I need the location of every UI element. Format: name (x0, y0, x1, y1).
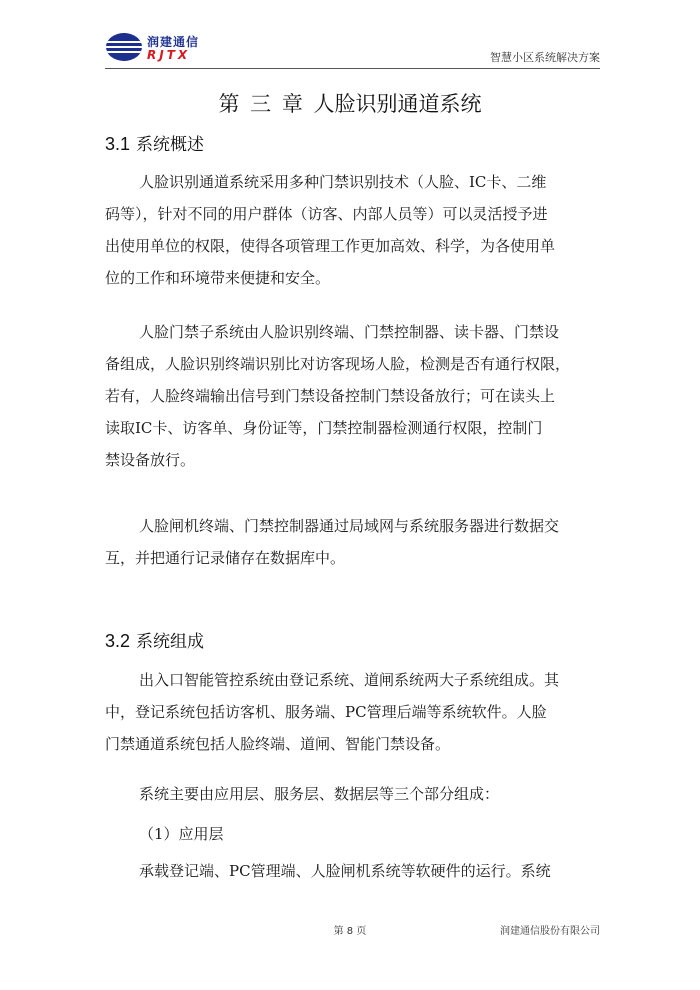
section-heading-3-1 (105, 130, 204, 155)
section-number: 3.1 (105, 134, 131, 154)
list-item-application-layer: （1）应用层 (139, 825, 224, 843)
text-line: 承载登记端、PC管理端、人脸闸机系统等软硬件的运行。系统 (139, 862, 551, 880)
text-line: 出使用单位的权限，使得各项管理工作更加高效、科学，为各使用单 (105, 237, 556, 255)
text-line: 禁设备放行。 (105, 451, 196, 469)
text-line: 人脸识别通道系统采用多种门禁识别技术（人脸、IC卡、二维 (139, 173, 547, 191)
text-line: 系统主要由应用层、服务层、数据层等三个部分组成： (139, 785, 500, 803)
section-title: 系统概述 (136, 135, 205, 155)
paragraph-overview-1 (105, 166, 602, 294)
page-header (105, 24, 600, 68)
text-line: 码等），针对不同的用户群体（访客、内部人员等）可以灵活授予进 (105, 205, 548, 223)
text-line: 读取IC卡、访客单、身份证等，门禁控制器检测通行权限，控制门 (105, 419, 543, 437)
text-line: 人脸闸机终端、门禁控制器通过局域网与系统服务器进行数据交 (139, 517, 560, 535)
logo-english-name: RJTX (147, 48, 191, 62)
text-line: 位的工作和环境带来便捷和安全。 (105, 269, 331, 287)
paragraph-composition-1 (105, 664, 602, 760)
header-divider (105, 68, 600, 69)
chapter-title: 第 三 章 人脸识别通道系统 (218, 92, 482, 116)
text-line: 人脸门禁子系统由人脸识别终端、门禁控制器、读卡器、门禁设 (139, 323, 560, 341)
text-line: 互，并把通行记录储存在数据库中。 (105, 549, 346, 567)
paragraph-overview-3 (105, 510, 602, 574)
paragraph-composition-2 (105, 778, 602, 810)
logo-chinese-name: 润建通信 (147, 35, 200, 49)
footer-company-name: 润建通信股份有限公司 (500, 926, 600, 937)
text-line: 备组成，人脸识别终端识别比对访客现场人脸，检测是否有通行权限， (105, 355, 571, 373)
section-title: 系统组成 (136, 632, 205, 652)
section-number: 3.2 (105, 631, 131, 651)
text-line: 若有，人脸终端输出信号到门禁设备控制门禁设备放行；可在读头上 (105, 387, 556, 405)
company-logo (105, 28, 265, 68)
paragraph-overview-2 (105, 316, 602, 476)
text-line: 出入口智能管控系统由登记系统、道闸系统两大子系统组成。其 (139, 671, 560, 689)
section-heading-3-2 (105, 627, 204, 652)
text-line: 中，登记系统包括访客机、服务端、PC管理后端等系统软件。人脸 (105, 703, 547, 721)
text-line: 门禁通道系统包括人脸终端、道闸、智能门禁设备。 (105, 735, 451, 753)
paragraph-application-layer (105, 855, 602, 887)
page-number: 第 8 页 (333, 926, 367, 937)
document-running-title: 智慧小区系统解决方案 (490, 51, 600, 64)
globe-logo-icon (105, 32, 143, 62)
